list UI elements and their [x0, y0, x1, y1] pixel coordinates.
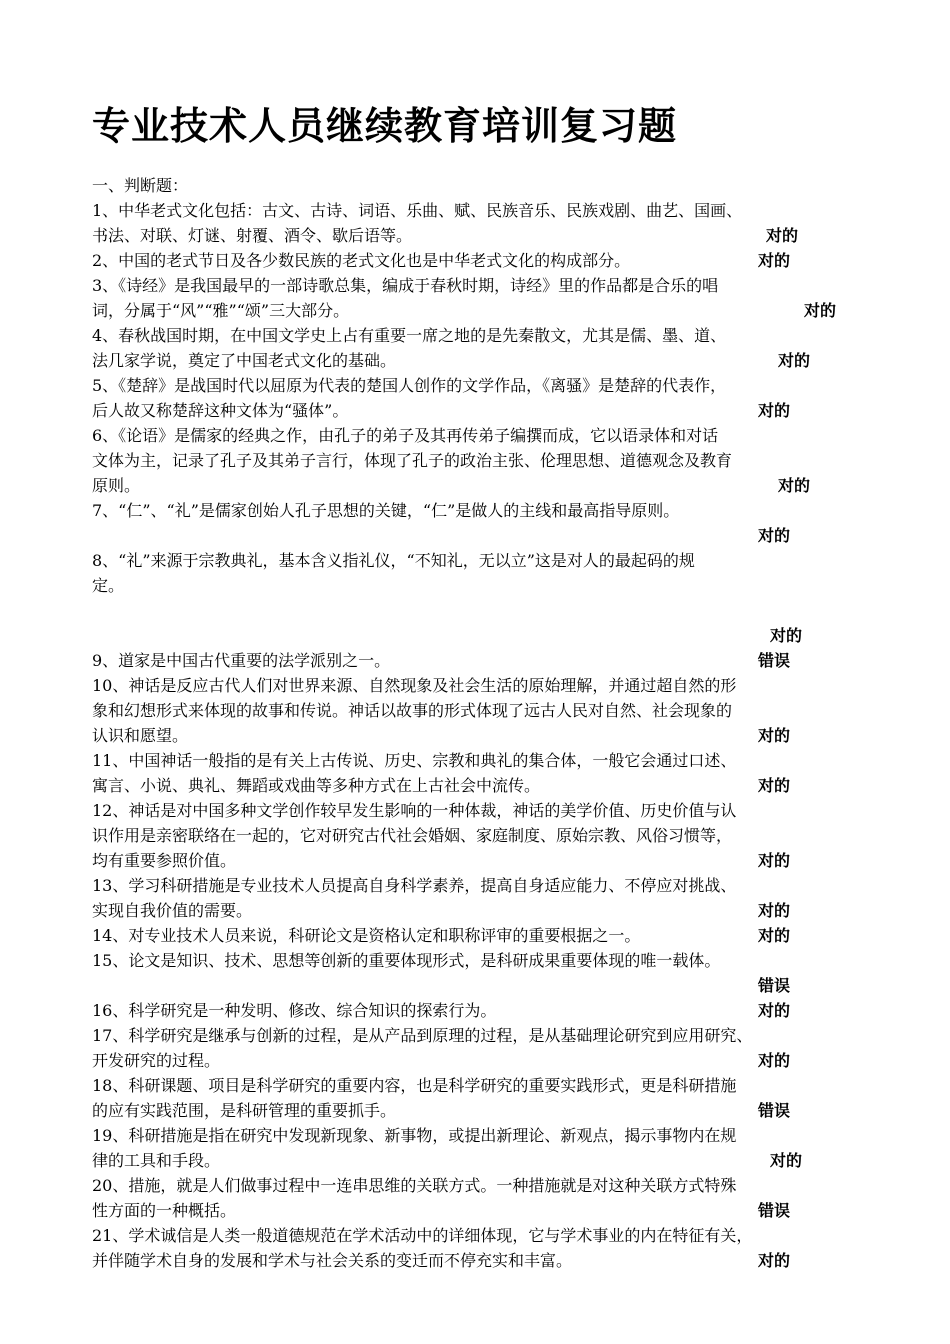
question-line — [92, 923, 870, 948]
answer-label: 错误 — [758, 976, 791, 995]
question-text: 书法、对联、灯谜、射覆、酒令、歇后语等。 — [92, 226, 413, 245]
question-line — [92, 548, 870, 573]
question-line — [92, 823, 870, 848]
question-line — [92, 873, 870, 898]
question-text: 4、春秋战国时期，在中国文学史上占有重要一席之地的是先秦散文，尤其是儒、墨、道、 — [92, 326, 727, 345]
question-text: 认识和愿望。 — [92, 726, 189, 745]
question-line — [92, 298, 870, 323]
answer-label: 对的 — [758, 851, 791, 870]
answer-label: 对的 — [758, 726, 791, 745]
answer-label: 对的 — [758, 776, 791, 795]
question-text: 并伴随学术自身的发展和学术与社会关系的变迁而不停充实和丰富。 — [92, 1251, 573, 1270]
question-text: 1、中华老式文化包括：古文、古诗、词语、乐曲、赋、民族音乐、民族戏剧、曲艺、国画、 — [92, 201, 743, 220]
answer-label: 对的 — [758, 1051, 791, 1070]
question-text: 法几家学说，奠定了中国老式文化的基础。 — [92, 351, 397, 370]
question-line — [92, 373, 870, 398]
answer-label: 对的 — [804, 301, 837, 320]
question-line — [92, 698, 870, 723]
question-text: 性方面的一种概括。 — [92, 1201, 237, 1220]
question-line — [92, 1148, 870, 1173]
question-line — [92, 1098, 870, 1123]
question-line — [92, 223, 870, 248]
answer-label: 对的 — [778, 476, 811, 495]
question-text: 寓言、小说、典礼、舞蹈或戏曲等多种方式在上古社会中流传。 — [92, 776, 541, 795]
question-text: 8、“礼”来源于宗教典礼，基本含义指礼仪，“不知礼，无以立”这是对人的最起码的规 — [92, 551, 695, 570]
question-text: 实现自我价值的需要。 — [92, 901, 253, 920]
document-title: 专业技术人员继续教育培训复习题 — [92, 104, 678, 148]
question-text: 识作用是亲密联络在一起的，它对研究古代社会婚姻、家庭制度、原始宗教、风俗习惯等， — [92, 826, 733, 845]
section-heading: 一、判断题： — [92, 176, 189, 195]
question-line — [92, 348, 870, 373]
answer-label: 对的 — [770, 626, 803, 645]
question-text: 9、道家是中国古代重要的法学派别之一。 — [92, 651, 391, 670]
question-text: 21、学术诚信是人类一般道德规范在学术活动中的详细体现，它与学术事业的内在特征有关， — [92, 1226, 753, 1245]
question-line — [92, 473, 870, 498]
question-line — [92, 398, 870, 423]
question-text: 6、《论语》是儒家的经典之作，由孔子的弟子及其再传弟子编撰而成，它以语录体和对话 — [92, 426, 719, 445]
answer-label: 错误 — [758, 1101, 791, 1120]
question-text: 18、科研课题、项目是科学研究的重要内容，也是科学研究的重要实践形式，更是科研措施 — [92, 1076, 737, 1095]
question-line — [92, 748, 870, 773]
answer-label: 对的 — [758, 526, 791, 545]
question-text: 后人故又称楚辞这种文体为“骚体”。 — [92, 401, 349, 420]
question-line — [92, 773, 870, 798]
answer-label: 对的 — [758, 401, 791, 420]
question-line — [92, 1023, 870, 1048]
question-text: 10、神话是反应古代人们对世界来源、自然现象及社会生活的原始理解，并通过超自然的形 — [92, 676, 737, 695]
question-line — [92, 898, 870, 923]
question-text: 均有重要参照价值。 — [92, 851, 237, 870]
question-text: 律的工具和手段。 — [92, 1151, 221, 1170]
question-line — [92, 523, 870, 548]
answer-label: 对的 — [758, 926, 791, 945]
question-text: 14、对专业技术人员来说，科研论文是资格认定和职称评审的重要根据之一。 — [92, 926, 641, 945]
question-line — [92, 1248, 870, 1273]
question-line — [92, 248, 870, 273]
answer-label: 对的 — [758, 251, 791, 270]
question-line — [92, 1173, 870, 1198]
answer-label: 对的 — [770, 1151, 803, 1170]
question-line — [92, 598, 870, 623]
question-text: 11、中国神话一般指的是有关上古传说、历史、宗教和典礼的集合体，一般它会通过口述、 — [92, 751, 737, 770]
question-text: 5、《楚辞》是战国时代以屈原为代表的楚国人创作的文学作品，《离骚》是楚辞的代表作， — [92, 376, 727, 395]
question-text: 13、学习科研措施是专业技术人员提高自身科学素养，提高自身适应能力、不停应对挑战、 — [92, 876, 737, 895]
question-line — [92, 1223, 870, 1248]
question-line — [92, 323, 870, 348]
question-line — [92, 1073, 870, 1098]
question-line — [92, 648, 870, 673]
answer-label: 对的 — [758, 901, 791, 920]
question-text: 12、神话是对中国多种文学创作较早发生影响的一种体裁，神话的美学价值、历史价值与认 — [92, 801, 737, 820]
question-line — [92, 423, 870, 448]
question-text: 词，分属于“风”“雅”“颂”三大部分。 — [92, 301, 350, 320]
question-line — [92, 448, 870, 473]
question-text: 16、科学研究是一种发明、修改、综合知识的探索行为。 — [92, 1001, 497, 1020]
question-text: 定。 — [92, 576, 125, 595]
answer-label: 对的 — [758, 1251, 791, 1270]
question-line — [92, 973, 870, 998]
answer-label: 错误 — [758, 1201, 791, 1220]
question-line — [92, 198, 870, 223]
question-text: 2、中国的老式节日及各少数民族的老式文化也是中华老式文化的构成部分。 — [92, 251, 631, 270]
question-text: 的应有实践范围，是科研管理的重要抓手。 — [92, 1101, 397, 1120]
question-text: 7、“仁”、“礼”是儒家创始人孔子思想的关键，“仁”是做人的主线和最高指导原则。 — [92, 501, 680, 520]
answer-label: 对的 — [758, 1001, 791, 1020]
question-text: 15、论文是知识、技术、思想等创新的重要体现形式，是科研成果重要体现的唯一载体。 — [92, 951, 721, 970]
question-text: 原则。 — [92, 476, 141, 495]
question-text: 19、科研措施是指在研究中发现新现象、新事物，或提出新理论、新观点，揭示事物内在规 — [92, 1126, 737, 1145]
question-line — [92, 1123, 870, 1148]
question-text: 20、措施，就是人们做事过程中一连串思维的关联方式。一种措施就是对这种关联方式特殊 — [92, 1176, 737, 1195]
question-text: 文体为主，记录了孔子及其弟子言行，体现了孔子的政治主张、伦理思想、道德观念及教育 — [92, 451, 733, 470]
question-list — [92, 173, 870, 1273]
question-text: 17、科学研究是继承与创新的过程，是从产品到原理的过程，是从基础理论研究到应用研究、 — [92, 1026, 753, 1045]
question-line — [92, 573, 870, 598]
question-line — [92, 848, 870, 873]
answer-label: 对的 — [778, 351, 811, 370]
question-text: 3、《诗经》是我国最早的一部诗歌总集，编成于春秋时期，诗经》里的作品都是合乐的唱 — [92, 276, 719, 295]
question-line — [92, 1198, 870, 1223]
question-line — [92, 1048, 870, 1073]
answer-label: 错误 — [758, 651, 791, 670]
question-line — [92, 623, 870, 648]
question-line — [92, 498, 870, 523]
question-line — [92, 798, 870, 823]
answer-label: 对的 — [766, 226, 799, 245]
question-text: 开发研究的过程。 — [92, 1051, 221, 1070]
question-line — [92, 723, 870, 748]
question-text: 象和幻想形式来体现的故事和传说。神话以故事的形式体现了远古人民对自然、社会现象的 — [92, 701, 733, 720]
question-line — [92, 948, 870, 973]
question-line — [92, 998, 870, 1023]
question-line — [92, 673, 870, 698]
question-line — [92, 273, 870, 298]
